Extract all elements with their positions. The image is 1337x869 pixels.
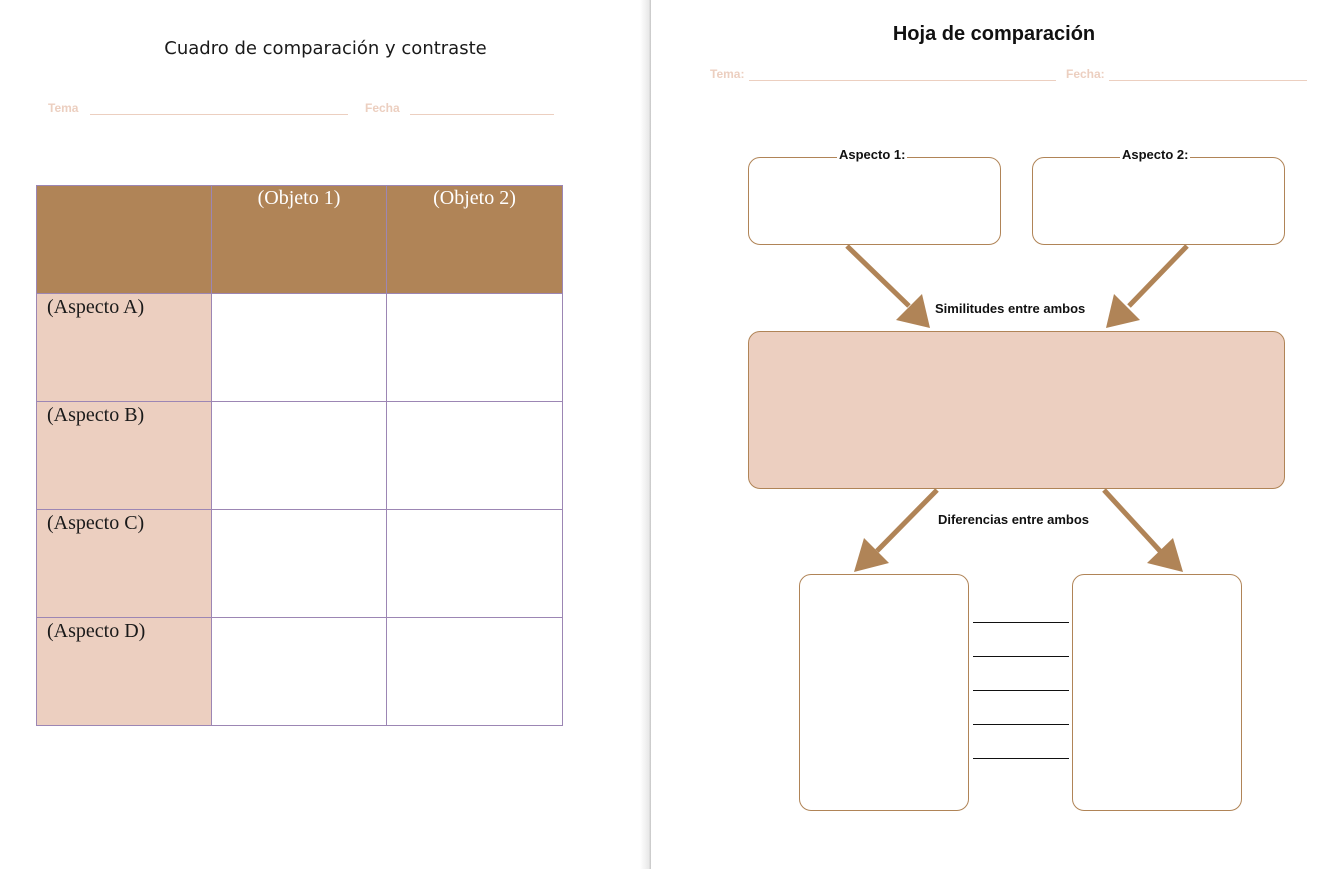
table-row <box>37 402 563 510</box>
arrow-aspect2-to-similarities <box>1129 246 1187 306</box>
header-object-2: (Objeto 2) <box>387 186 563 294</box>
table-row <box>37 618 563 726</box>
arrow-aspect1-to-similarities <box>847 246 909 306</box>
page-title: Hoja de comparación <box>892 23 1096 45</box>
left-page <box>0 0 651 869</box>
table-cell <box>212 402 387 510</box>
row-header-aspect-c: (Aspecto C) <box>37 510 212 618</box>
table-row <box>37 294 563 402</box>
topic-label: Tema <box>48 101 79 115</box>
arrows-layer <box>651 0 1337 869</box>
header-object-1: (Objeto 1) <box>212 186 387 294</box>
table-cell <box>212 294 387 402</box>
aspect-2-label: Aspecto 2: <box>1122 147 1189 162</box>
right-page <box>651 0 1337 869</box>
row-header-aspect-d: (Aspecto D) <box>37 618 212 726</box>
row-header-aspect-a: (Aspecto A) <box>37 294 212 402</box>
table-header-row <box>37 186 563 294</box>
table-cell <box>212 510 387 618</box>
table-row <box>37 510 563 618</box>
aspect-1-label: Aspecto 1: <box>839 147 906 162</box>
table-cell <box>387 402 563 510</box>
date-label: Fecha <box>365 101 400 115</box>
header-corner-cell <box>37 186 212 294</box>
arrow-similarities-to-left-diff <box>877 490 937 551</box>
date-label: Fecha: <box>1066 67 1105 81</box>
topic-line <box>90 114 348 115</box>
comparison-table <box>36 185 563 726</box>
arrow-similarities-to-right-diff <box>1104 490 1160 551</box>
date-line <box>410 114 554 115</box>
topic-label: Tema: <box>710 67 745 81</box>
table-cell <box>387 294 563 402</box>
page-title: Cuadro de comparación y contraste <box>164 38 487 59</box>
similarities-label: Similitudes entre ambos <box>935 301 1086 316</box>
table-cell <box>212 618 387 726</box>
row-header-aspect-b: (Aspecto B) <box>37 402 212 510</box>
table-cell <box>387 618 563 726</box>
differences-label: Diferencias entre ambos <box>938 512 1090 527</box>
table-cell <box>387 510 563 618</box>
